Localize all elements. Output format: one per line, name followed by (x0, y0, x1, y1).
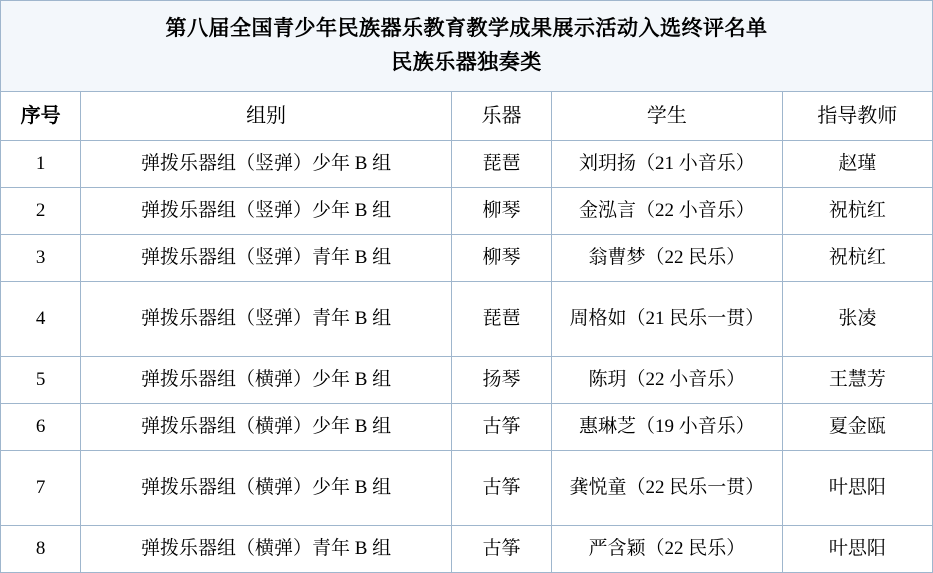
column-header-index: 序号 (1, 92, 81, 141)
cell-index: 1 (1, 141, 81, 188)
cell-instrument: 柳琴 (451, 235, 551, 282)
cell-teacher: 祝杭红 (782, 188, 932, 235)
cell-index: 3 (1, 235, 81, 282)
column-header-student: 学生 (552, 92, 782, 141)
cell-instrument: 古筝 (451, 451, 551, 526)
cell-teacher: 祝杭红 (782, 235, 932, 282)
cell-group: 弹拨乐器组（横弹）少年 B 组 (81, 451, 452, 526)
cell-student: 陈玥（22 小音乐） (552, 357, 782, 404)
cell-instrument: 古筝 (451, 526, 551, 573)
table-row (1, 526, 933, 573)
cell-instrument: 扬琴 (451, 357, 551, 404)
cell-student: 翁曹梦（22 民乐） (552, 235, 782, 282)
table-row (1, 357, 933, 404)
cell-group: 弹拨乐器组（竖弹）少年 B 组 (81, 188, 452, 235)
cell-student: 金泓言（22 小音乐） (552, 188, 782, 235)
table-row (1, 451, 933, 526)
cell-index: 7 (1, 451, 81, 526)
cell-group: 弹拨乐器组（竖弹）少年 B 组 (81, 141, 452, 188)
table-body (1, 141, 933, 573)
table-row (1, 282, 933, 357)
cell-instrument: 琵琶 (451, 141, 551, 188)
cell-student: 龚悦童（22 民乐一贯） (552, 451, 782, 526)
cell-teacher: 叶思阳 (782, 451, 932, 526)
table-row (1, 188, 933, 235)
page-title-line-1: 第八届全国青少年民族器乐教育教学成果展示活动入选终评名单 (165, 16, 768, 40)
cell-group: 弹拨乐器组（横弹）少年 B 组 (81, 404, 452, 451)
cell-teacher: 夏金瓯 (782, 404, 932, 451)
column-header-teacher: 指导教师 (782, 92, 932, 141)
column-header-instrument: 乐器 (451, 92, 551, 141)
cell-group: 弹拨乐器组（竖弹）青年 B 组 (81, 282, 452, 357)
cell-teacher: 赵瑾 (782, 141, 932, 188)
column-header-group: 组别 (81, 92, 452, 141)
finalists-table (0, 91, 933, 573)
table-row (1, 141, 933, 188)
cell-group: 弹拨乐器组（横弹）青年 B 组 (81, 526, 452, 573)
cell-student: 周格如（21 民乐一贯） (552, 282, 782, 357)
page-title-line-2: 民族乐器独奏类 (391, 50, 542, 74)
table-header-row (1, 92, 933, 141)
cell-index: 6 (1, 404, 81, 451)
cell-teacher: 王慧芳 (782, 357, 932, 404)
cell-index: 5 (1, 357, 81, 404)
cell-group: 弹拨乐器组（竖弹）青年 B 组 (81, 235, 452, 282)
cell-student: 刘玥扬（21 小音乐） (552, 141, 782, 188)
cell-index: 8 (1, 526, 81, 573)
cell-instrument: 柳琴 (451, 188, 551, 235)
cell-group: 弹拨乐器组（横弹）少年 B 组 (81, 357, 452, 404)
table-row (1, 235, 933, 282)
cell-teacher: 张凌 (782, 282, 932, 357)
cell-student: 惠琳芝（19 小音乐） (552, 404, 782, 451)
cell-index: 4 (1, 282, 81, 357)
cell-instrument: 古筝 (451, 404, 551, 451)
table-header (1, 92, 933, 141)
document-title-block (0, 0, 933, 91)
cell-index: 2 (1, 188, 81, 235)
cell-teacher: 叶思阳 (782, 526, 932, 573)
cell-instrument: 琵琶 (451, 282, 551, 357)
table-row (1, 404, 933, 451)
cell-student: 严含颖（22 民乐） (552, 526, 782, 573)
